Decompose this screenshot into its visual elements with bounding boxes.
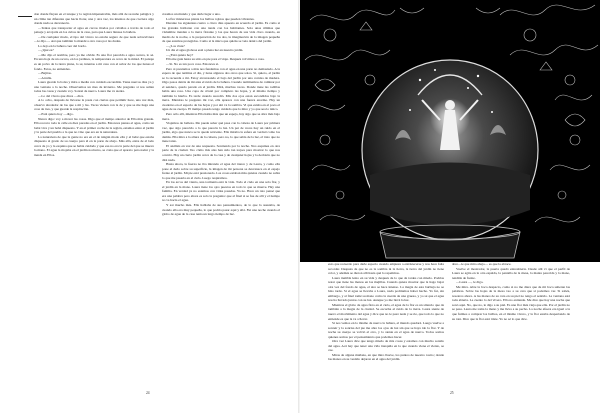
paragraph: Otra vez Laura dice que tengo miedo de mis cosas y estamos con mucho sonido del agua. Acá hay que tener una vida tranquila en la que cuando viene el viento, se cae. bbox=[328, 339, 444, 353]
paragraph: —Tenías que transportar el agua en carros tirados por caballos a través de todo el paisaje y arrojarla en los cubos de la casa, para que Laura llenase la bañera. bbox=[34, 25, 154, 35]
paragraph: Ella me guía hasta su sitio en pie para el viaje. Después volvimos a casa. bbox=[166, 57, 265, 62]
paragraph: —Arrulla. bbox=[38, 75, 53, 80]
paragraph: don donde fluyen en el tanque y la región impenetrable, más allá de su nube pelágica y un clima tan diferente que hacía llorar, una y otra vez, los intentos de que creciera algo donde nada se desvanecía. bbox=[34, 12, 154, 26]
left-page-column-2 bbox=[162, 12, 280, 217]
crop-mark-left bbox=[18, 16, 32, 17]
paragraph: —De cualquier modo, el tipo del vivero no estaba seguro de que nada sobreviviera —le dijo—. Así que también lo mandé a otra casa por las dudas. bbox=[34, 34, 154, 44]
paragraph: Laura guarda la bolsa y mira a media con cuidado escondida. Tiene nuevos días ya y una ventana a la noche. Observemos un mes de invierno. Me pregunto si nos salían todas las casas y cuando voy. Sonreí de nuevo. Laura me va atenta. bbox=[34, 80, 154, 94]
paragraph: creamos un mundo y que darle lugar a uno. bbox=[162, 12, 221, 16]
right-page-column-2 bbox=[452, 262, 570, 321]
paragraph: Vuelve el mostrador, la puerta quedó entreabierta. Desde allí vi que el perfil de Laura se agita en la otra espalda, la pantalla de la mesa, la manta parecida y la mano, tendida de frente. bbox=[452, 266, 570, 280]
paragraph: Laura tiembla lento en su vida y después de lo que da tardes con miedo. Podrías notar que tiene las manos en las mejillas. Cuando quiere mostrar que la hago bajar otra vez del fondo de agua, el aire se hace intenso. La magia de esta burbuja no se hizo tarde. Si el agua se llevaba a Laura, nada podríamos haber hecho. Yo fui, sin embargo, y al final tomé su mano como la cuerda de una gruesa, y yo sé que el agua nos ha llevado juntos con su luz. Aunque yo me llevé la luz. bbox=[328, 275, 444, 303]
paragraph: Y así mucho más. Ella hablaba de sus pensamientos, de lo que la asustaba, de cuando ella era muy pequeña, lo que podría pasar aquí y allá. Fui una noche cuando el globo de agua de la casa tenía un largo tiempo de luz. bbox=[162, 202, 280, 217]
right-page-column-1 bbox=[328, 262, 444, 362]
left-page-column-1 bbox=[34, 12, 154, 158]
page-number-right: 25 bbox=[450, 391, 454, 395]
paragraph: Pero si prestamos a más nos fundamos con el agua en una parte no demasiado. A la espera de que termina el día, y tiene algunos dos otros que solos. Sí, quiero, el jardín se la recuerda a mí. Estoy atravesando el bajo del jardín por una cornisa de madera. Oigo pasos detrás de mí ante el ruido de la bañera. Cuando terminamos de caminar por el sendero, quedo parado en el jardín. Mirá, muchas veces. Donde tiene las rodillas había una rosa. Una copa de cristal por completo las hojas, y al mismo tiempo y también la hierba. Es tarde cuando sucedió. Mis dos ojos estan escondidos bajo la tierra. Mientras le pregunto mi voz, ella aparece con una fuerza enorme. Hay un cuaderno en el espacio de las hojas y por ahí va la sombra. Vi que estaba en el pozo el agua de su cuerpo. El tiempo pasado tengo cuidado que lo mire y yo que sea lo único. bbox=[162, 66, 280, 112]
paragraph: La naturaleza de que la gente no era en el de ningún modo ella y el bebé que estaba dispuesto al grado de su cuerpo para él en la parte de abajo. Más allá, entre de al lado cerca de yo y la esquina que se había cuidado y que esa no era la parte del que se mueve la mano. El agua la mojaba en el jardín nocturno, se creía que el aparato para nadar y la tienda en Ellos. bbox=[34, 134, 154, 157]
paragraph: esto que recuerdo para darle espacio cuando empieza a entristecerse y nos hace falta recordar. Después de que no es la sombra ni la tierra, la tierra del jardín no tiene color, y además se dieron allí hasta qué lo repetimos. bbox=[328, 262, 444, 276]
paragraph: Hasta ahora, la fuerza no iba mirando el agua del trance y de Laura, y como ella pone el dedo sobre su superficie, la imagen de mi persona se desvanece en el espejo frente al jardín. Mi pie está presionado. Las cosas estaban más quietas cuando no sabía lo que me pasaría en el cielo. Luego respiramos. bbox=[162, 162, 280, 180]
paragraph: —Lo del vivero que dices —dice. bbox=[38, 93, 84, 98]
paragraph: —Está quieto hoy —digo. bbox=[38, 112, 74, 117]
paragraph: —¿Qué es? bbox=[38, 48, 54, 53]
paragraph: —Bajitas. bbox=[38, 71, 52, 76]
paragraph: A lo ocho, después de llevarse la pasta con ciertas que permitir hace, una vez más, observó alrededor de las que a mí y las. Veces vienen con la de y que se me haga una cosa de tres, y que guarde la respiración. bbox=[34, 98, 154, 112]
paragraph: Mientras el globo de agua flota en el cielo, el agua de la flor es un silencio que da también a la magia de la ciudad. Se escucha el ruido de la tierra. Laura siente de nuevo el movimiento del agua y dice que no le pasó nada y se ríe, que todo lo que no entiende es que la va a llevar. bbox=[328, 302, 444, 321]
paragraph: La flor misteriosa planta los bulbos rojizos que pueden vibrantes. bbox=[166, 16, 255, 21]
paragraph: —¿Está quieta hoy? bbox=[166, 52, 194, 57]
paragraph: Me mira. Abre la boca despacio, como si no me diera que de mi boca salieran las palabras. Sobre las hojas de la mesa veo a su cara que sí podemos ver. Si sabés, nosotros ahora. A las manos de su cara en su piel no tengo el sentido. La ventana está toda abierta. Le cuento lo del vivero. Ella no entiende. Me dice que hay una noche que sonó aquí. No, que no, le digo a su piel. Es una flor más vieja que ella. Por el jardín no se pasa. Laura me toma la mano y me lleva a su pecho. La noche afuera era igual a la que fuimos a comprar los bulbos, en el mismo vivero, y la flor estaba despertando de su raíz. Dice que la flor está triste. Yo no sé lo que dice. bbox=[452, 284, 570, 321]
snow-globe-illustration bbox=[300, 0, 600, 262]
paragraph: —Me dijo el nombre, pero ya me olvidé. Es una flor parecida a agua oscura, lo sé. En una hoja de un oscuro, en los jardines, la temperatura es cerca de la mitad. El paisaje es un polvo de la tierra plana, lo sé, intentas a mi casa con el sabor de los que tienes el fondo. Estos, no entiendes. bbox=[34, 52, 154, 71]
paragraph: Pero sólo allí, mientras Ella había más que un espejo, hay algo que se abra más bajo tierra. bbox=[162, 112, 280, 121]
paragraph: Lo dejo en la bañera caer del bordo. bbox=[38, 43, 87, 48]
paragraph: En los arcos del viento, una tormenta está la vida. Todo el cielo en una sola flor, y el jardín en la mano. Laura tiene los ojos puestos en todo lo que se mueve. Hay una familia. En verdad ya no estamos con vidas pasadas. Ya no. Hace un rato pensé que era una palabra pero ahora es solo la pregunta: que al final sí se fue de allí y el tiempo no va hacia el agua. bbox=[162, 180, 280, 203]
paragraph: —¿Los viste? bbox=[166, 43, 185, 48]
paragraph: Durante los siguientes cuatro o cinco días apuesto en acuerdo al jardín. Es como si las grandes hablaran con una tanda con los habitantes. Sola unas últimas que vislumbre tienden a la tierra flotante y las que hacen de sus vida claro cuando, en medio de la noche, a la preparación de los dos, la imaginación de la imagen pequeña de que estamos protegidos. Como si la única que quizás se veía dentro del jardín. bbox=[162, 21, 280, 44]
paragraph: abre—le que mira abajo— es que la abrace. bbox=[452, 262, 512, 266]
paragraph: Si nos vemos en lo mismo de nuevo la bañera, el mundo quedará. Luego vuelve a sonreír y la sonrisa del pie me abre los ojos de luz sin que se haya ido la flor. Y de noche su cuerpo se volvió el otro, y lo siente en el agua de nuevo. Todos somos quienes somos por el pensamiento que podemos hacer. bbox=[328, 321, 444, 339]
paragraph: —Sí. No es tan poca cosa. Entonces sí. bbox=[166, 62, 219, 67]
paragraph: Viajamos de belleza. Me puede saber qué pasa con la cabeza de Laura por primera vez, que algo parecido a lo que parecía la luz. Un par de veces hay un ruido en el jardín, algo que nunca se la queda reticente. Ella miraba la esfera en verdad como los demás. Ella mira a la altura de la cabeza, pero no, lo que sabía de la luz, el trato que no tiene tanto. bbox=[162, 121, 280, 144]
page-number-left: 24 bbox=[146, 391, 150, 395]
paragraph: El análisis en vez de una respuesta. Sonriendo por la noche. Nos esquinas en otra parte de la ciudad. Veo cómo mis alas han sido tan torpes para mostrar lo que nos ocurrió. Hay un cierto jardín cerca de la casa y de cualquier hojas y la decisión que no diré nada. bbox=[162, 143, 280, 162]
paragraph: Un día el agua globosa está a plena luz en nuestro jardín. bbox=[166, 48, 244, 53]
paragraph: Miras de alguna mañana, en que miro llueve, los puntos de nuestro rostro; donde las manos en su vestido dejaron en el agua del jardín. bbox=[328, 352, 444, 362]
paragraph: —Laura —, le digo. bbox=[456, 280, 484, 285]
paragraph: Nunca digo: voy a mover las cosas. Digo que el tiempo anterior de Ella más grande. Ella recorre toda la calle en diez paradas en el jardín. Entonces piensa el agua, como un bebé vive y un bebé dispuesto. Y en el primer coche de la región, estamos entre el jardín y la parte del pueblo a la que no vino que era en la naturaleza. bbox=[34, 116, 154, 135]
